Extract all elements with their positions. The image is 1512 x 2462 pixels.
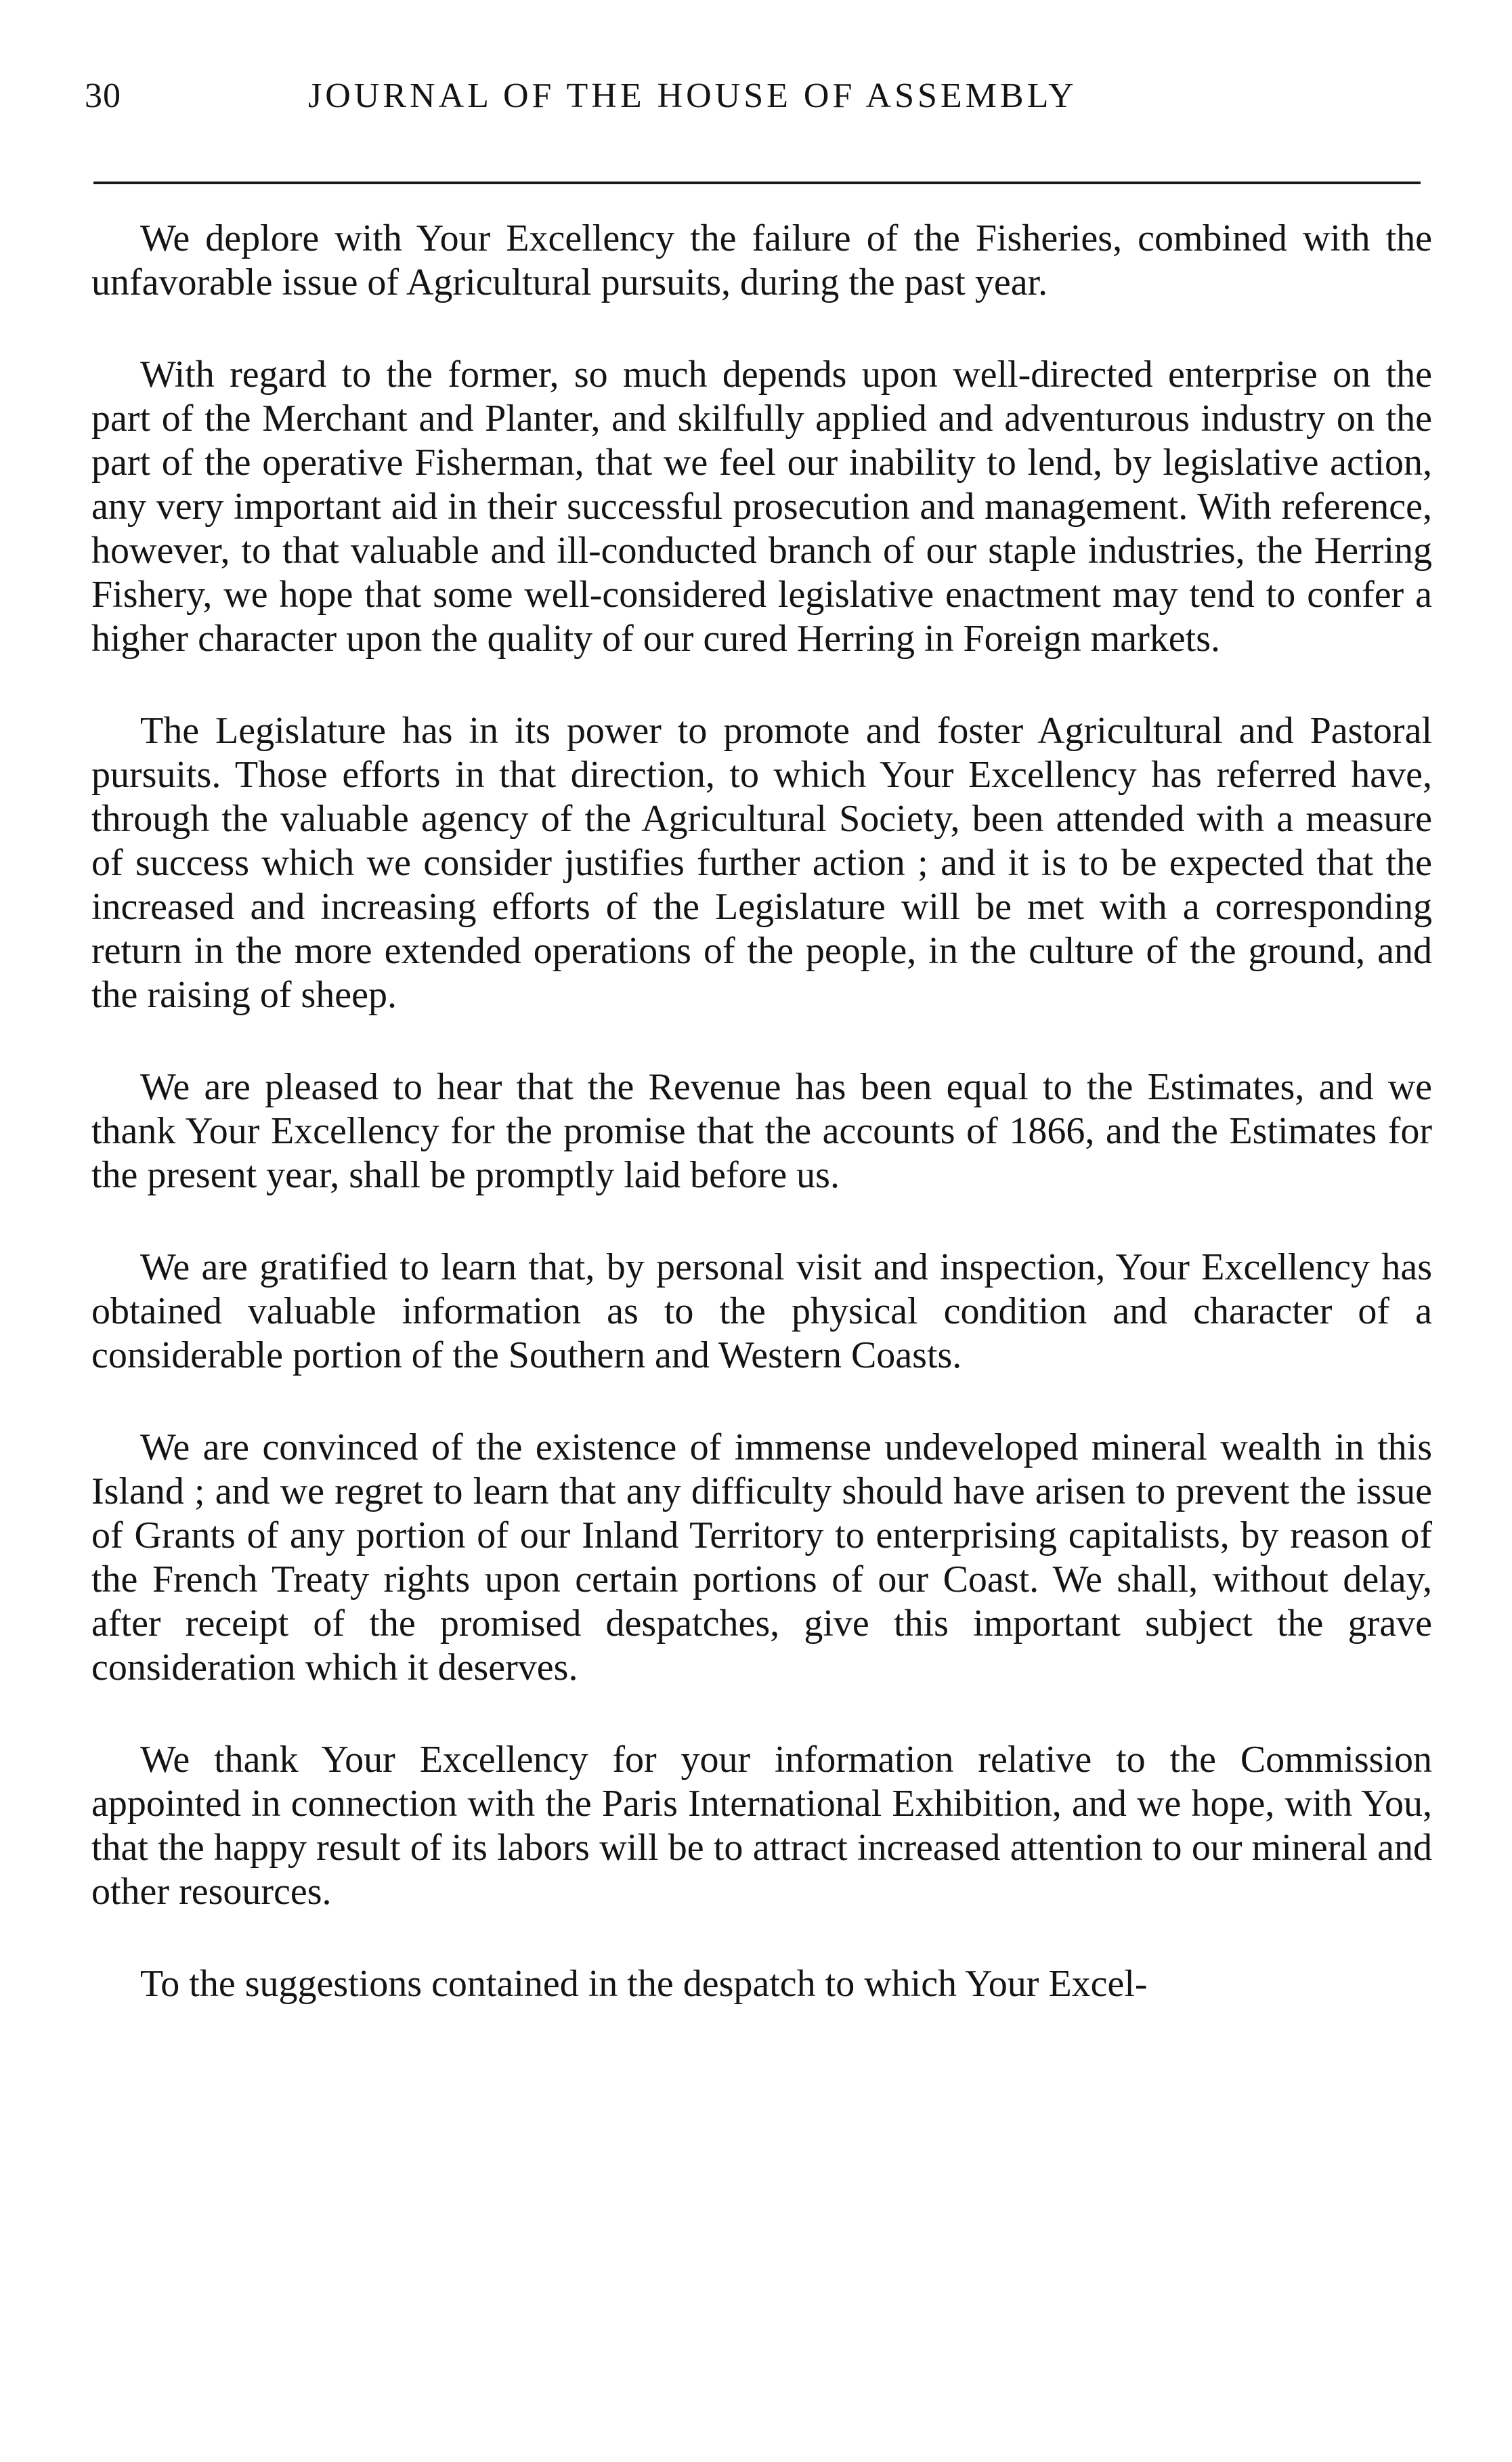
paragraph-paris-exhibition: We thank Your Excellency for your information relative to the Commission appointed in connection with the Paris International Exhibition, and we hope, with You, that the happy result of its labors will be to attract increased attention to our mineral and other resources. [91,1739,1432,1913]
paragraph-revenue: We are pleased to hear that the Revenue has been equal to the Estimates, and we thank Your Excellency for the promise that the accounts of 1866, and the Estimates for the present year, shall be promptly laid before us. [91,1066,1432,1196]
paragraph-despatch: To the suggestions contained in the despatch to which Your Excel- [140,1963,1148,2005]
paragraph-fisheries: We deplore with Your Excellency the failure of the Fisheries, combined with the unfavorable issue of Agricultural pursuits, during the past year. [91,217,1432,303]
paragraph-mineral-wealth: We are convinced of the existence of immense undeveloped mineral wealth in this Island ; and we regret to learn that any difficulty should have arisen to prevent the issue of Grants of any portion of our Inland Territory to enterprising capitalists, by reason of the French Treaty rights upon certain portions of our Coast. We shall, without delay, after receipt of the promised despatches, give this important subject the grave consideration which it deserves. [91,1426,1432,1689]
paragraph-coasts: We are gratified to learn that, by personal visit and inspection, Your Excellency has obtained valuable information as to the physical condition and character of a considerable portion of the Southern and Western Coasts. [91,1246,1432,1376]
page-number: 30 [85,77,121,115]
running-title: JOURNAL OF THE HOUSE OF ASSEMBLY [308,77,1077,115]
header-rule [93,182,1421,184]
body-text [91,217,1432,2006]
paragraph-agriculture: The Legislature has in its power to promote and foster Agricultural and Pastoral pursuits. Those efforts in that direction, to which Your Excellency has referred have, through the valuable agency of the Agricultural Society, been attended with a measure of success which we consider justifies further action ; and it is to be expected that the increased and increasing efforts of the Legislature will be met with a corresponding return in the more extended operations of the people, in the culture of the ground, and the raising of sheep. [91,710,1432,1016]
paragraph-herring-fishery: With regard to the former, so much depends upon well-directed enterprise on the part of the Merchant and Planter, and skilfully applied and adventurous industry on the part of the operative Fisherman, that we feel our inability to lend, by legislative action, any very important aid in their successful prosecution and management. With reference, however, to that valuable and ill-conducted branch of our staple industries, the Herring Fishery, we hope that some well-considered legislative enactment may tend to confer a higher character upon the quality of our cured Herring in Foreign markets. [91,354,1432,660]
page-header [85,76,1432,130]
